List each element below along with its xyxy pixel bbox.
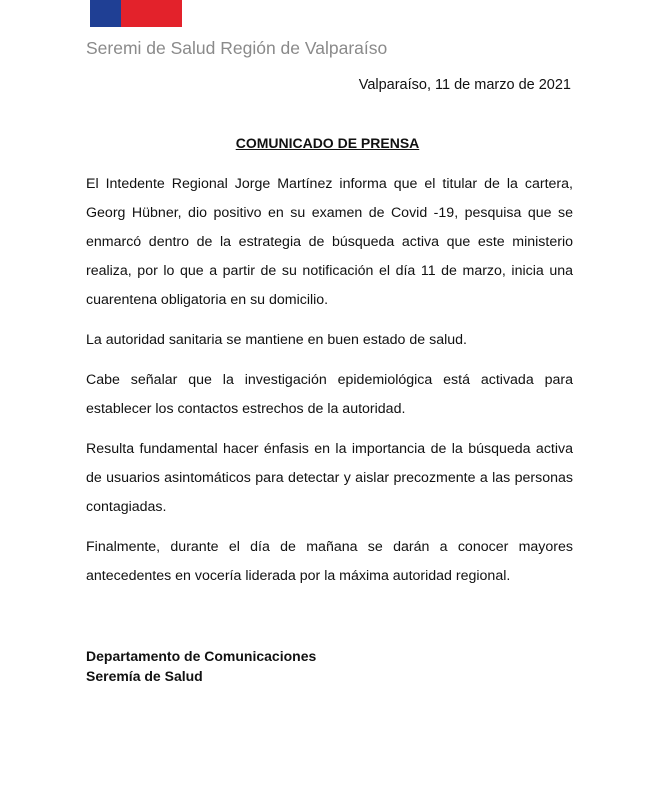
date-line: Valparaíso, 11 de marzo de 2021 (358, 77, 571, 93)
paragraph-3: Cabe señalar que la investigación epidemiológica está activada para establecer los contactos estrechos de la autoridad. (86, 372, 573, 417)
flag-red-section (121, 0, 182, 27)
paragraph-4: Resulta fundamental hacer énfasis en la importancia de la búsqueda activa de usuarios asintomáticos para detectar y aislar precozmente a las personas contagiadas. (86, 441, 573, 515)
signature-department: Departamento de Comunicaciones (86, 648, 317, 664)
document-body (86, 170, 573, 602)
paragraph-2: La autoridad sanitaria se mantiene en buen estado de salud. (86, 332, 467, 348)
signature-block (86, 646, 316, 686)
signature-office: Seremía de Salud (86, 668, 203, 684)
chile-flag-logo (90, 0, 182, 27)
flag-blue-section (90, 0, 121, 27)
document-title: COMUNICADO DE PRENSA (235, 135, 420, 151)
paragraph-1: El Intedente Regional Jorge Martínez informa que el titular de la cartera, Georg Hübner, dio positivo en su examen de Covid -19, pesquisa que se enmarcó dentro de la estrategia de búsqueda activa que este ministerio realiza, por lo que a partir de su notificación el día 11 de marzo, inicia una cuarentena obligatoria en su domicilio. (86, 176, 573, 308)
paragraph-5: Finalmente, durante el día de mañana se darán a conocer mayores antecedentes en vocería liderada por la máxima autoridad regional. (86, 539, 573, 584)
organization-name: Seremi de Salud Región de Valparaíso (86, 38, 388, 58)
